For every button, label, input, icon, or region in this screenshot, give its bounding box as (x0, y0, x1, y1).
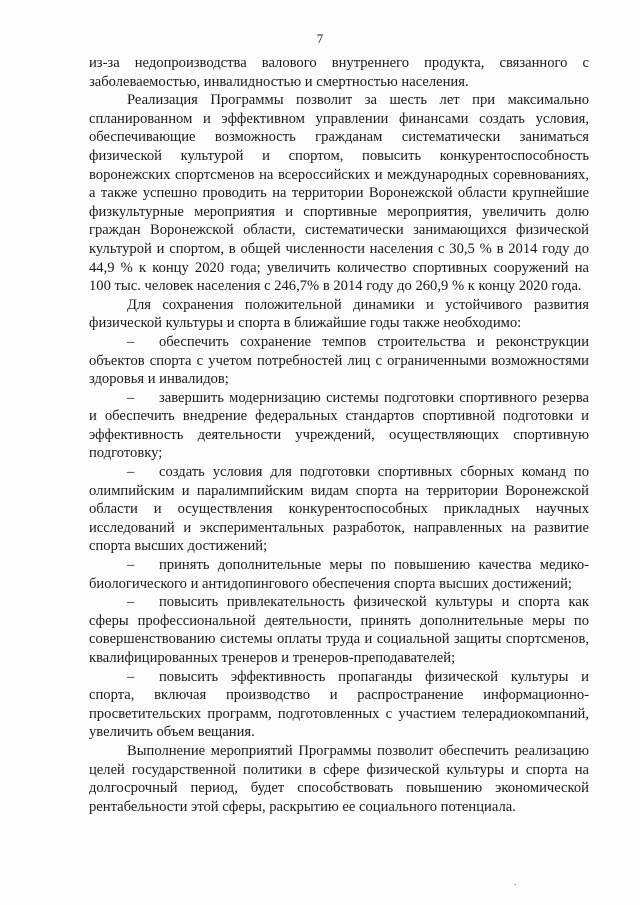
list-item-text: повысить эффективность пропаганды физической культуры и спорта, включая производство и распространение информационно-просветительских программ, подготовленных с участием телерадиокомпаний, увеличить объем вещания. (89, 668, 589, 741)
paragraph-necessary-measures-intro: Для сохранения положительной динамики и устойчивого развития физической культуры и спорта в ближайшие годы также необходимо: (89, 296, 589, 332)
scan-speck: . (514, 877, 517, 887)
list-dash: – (127, 389, 135, 406)
paragraph-program-outcomes: Реализация Программы позволит за шесть лет при максимально спланированном и эффективном управлении финансами создать условия, обеспечивающие возможность гражданам систематически заниматься физической культурой и спортом, повысить конкурентоспособность воронежских спортсменов на всероссийских и международных соревнованиях, а также успешно проводить на территории Воронежской области крупнейшие физкультурные мероприятия и спортивные мероприятия, увеличить долю граждан Воронежской области, систематически занимающихся физической культурой и спортом, в общей численности населения с 30,5 % в 2014 году до 44,9 % к концу 2020 года; увеличить количество спортивных сооружений на 100 тыс. человек населения с 246,7% в 2014 году до 260,9 % к концу 2020 года. (89, 92, 589, 295)
list-item-reserve-training (89, 389, 589, 463)
page-number: 7 (316, 31, 324, 46)
list-item-medical-antidoping (89, 556, 589, 593)
list-dash: – (127, 668, 135, 685)
list-item-profession-attractiveness (89, 593, 589, 667)
list-dash: – (127, 594, 135, 611)
paragraph-conclusion: Выполнение мероприятий Программы позволит обеспечить реализацию целей государственной политики в сфере физической культуры и спорта на долгосрочный период, будет способствовать повышению экономической рентабельности этой сферы, раскрытию ее социального потенциала. (89, 742, 589, 815)
list-item-text: создать условия для подготовки спортивных сборных команд по олимпийским и паралимпийским видам спорта на территории Воронежской области и осуществления конкурентоспособных прикладных научных исследований и экспериментальных разработок, направленных на развитие спорта высших достижений; (89, 464, 589, 555)
document-body (89, 54, 589, 816)
list-item-propaganda (89, 668, 589, 742)
list-item-national-teams (89, 463, 589, 556)
paragraph-continuation: из-за недопроизводства валового внутреннего продукта, связанного с заболеваемостью, инвалидностью и смертностью населения. (89, 55, 589, 90)
list-item-text: обеспечить сохранение темпов строительства и реконструкции объектов спорта с учетом потребностей лиц с ограниченными возможностями здоровья и инвалидов; (89, 333, 589, 388)
list-item-text: повысить привлекательность физической культуры и спорта как сферы профессиональной деятельности, принять дополнительные меры по совершенствованию системы оплаты труда и социальной защиты спортсменов, квалифицированных тренеров и тренеров-преподавателей; (89, 594, 589, 666)
list-dash: – (127, 464, 135, 481)
list-item-text: завершить модернизацию системы подготовки спортивного резерва и обеспечить внедрение федеральных стандартов спортивной подготовки и эффективность деятельности учреждений, осуществляющих спортивную подготовку; (89, 389, 589, 462)
list-dash: – (127, 557, 135, 574)
list-dash: – (127, 333, 135, 350)
list-item-text: принять дополнительные меры по повышению качества медико-биологического и антидопингового обеспечения спорта высших достижений; (89, 557, 589, 592)
list-item-construction (89, 333, 589, 389)
